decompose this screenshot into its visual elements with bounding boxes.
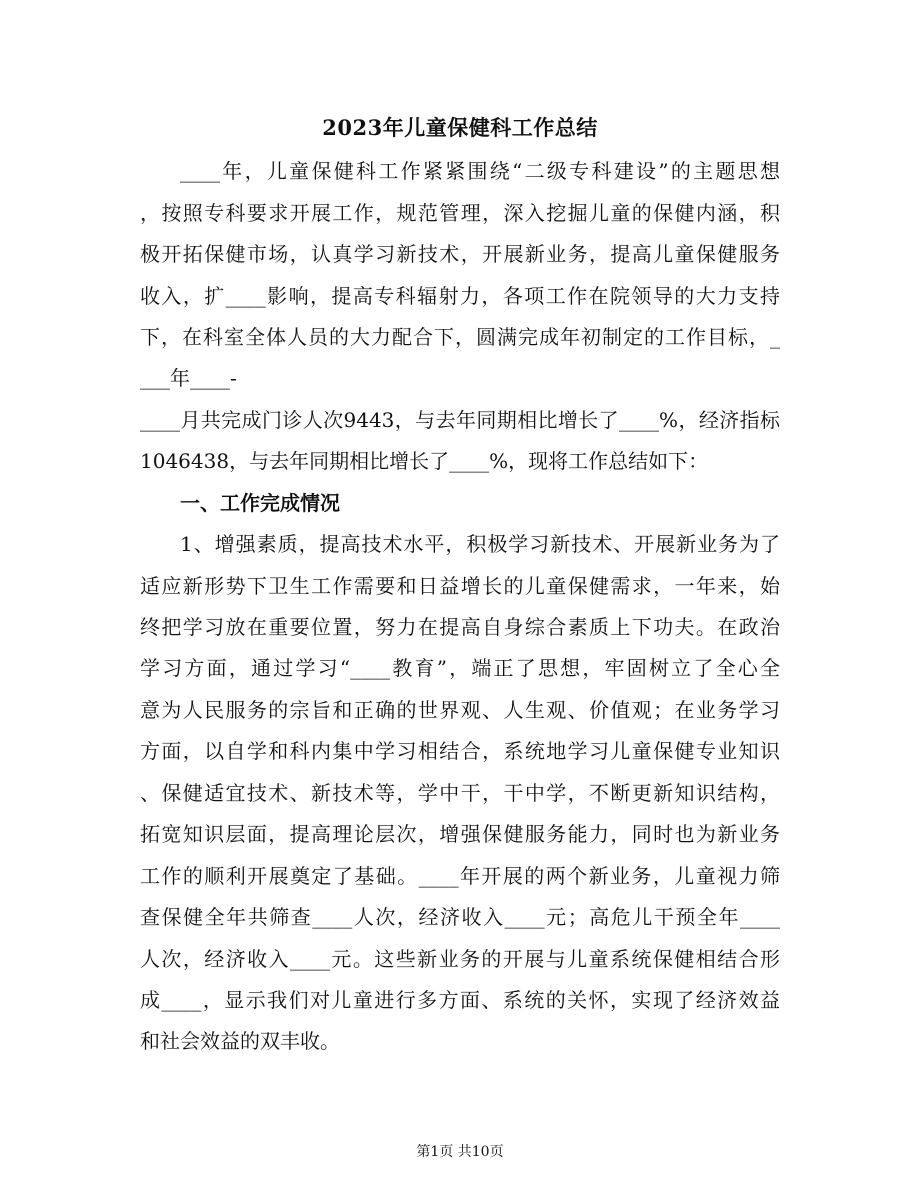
section1-line: 和社会效益的双丰收。 [140, 1029, 340, 1053]
intro-line: ___年____- [140, 366, 237, 390]
section1-line: 拓宽知识层面，提高理论层次，增强保健服务能力，同时也为新业务 [140, 822, 780, 846]
intro-line: ，按照专科要求开展工作，规范管理，深入挖掘儿童的保健内涵，积 [140, 201, 780, 225]
section-heading: 一、工作完成情况 [180, 491, 340, 515]
section1-line: 、保健适宜技术、新技术等，学中干，干中学，不断更新知识结构， [140, 781, 780, 805]
section1-line: 工作的顺利开展奠定了基础。____年开展的两个新业务，儿童视力筛 [140, 864, 780, 888]
section1-line: 适应新形势下卫生工作需要和日益增长的儿童保健需求，一年来，始 [140, 574, 780, 598]
section1-line: 成____，显示我们对儿童进行多方面、系统的关怀，实现了经济效益 [140, 988, 780, 1012]
section1-line: 人次，经济收入____元。这些新业务的开展与儿童系统保健相结合形 [140, 947, 780, 971]
intro-line: ____年，儿童保健科工作紧紧围绕“二级专科建设”的主题思想 [180, 159, 780, 183]
intro-line: 下，在科室全体人员的大力配合下，圆满完成年初制定的工作目标，_ [140, 325, 780, 349]
section1-line: 查保健全年共筛查____人次，经济收入____元；高危儿干预全年____ [140, 905, 780, 929]
page-number: 第1页 共10页 [416, 1144, 504, 1160]
intro-line: 极开拓保健市场，认真学习新技术，开展新业务，提高儿童保健服务 [140, 242, 780, 266]
intro-line: 1046438，与去年同期相比增长了____%，现将工作总结如下： [140, 449, 709, 473]
intro-line: ____月共完成门诊人次9443，与去年同期相比增长了____%，经济指标 [140, 408, 780, 432]
intro-line: 收入，扩____影响，提高专科辐射力，各项工作在院领导的大力支持 [140, 284, 780, 308]
section1-line: 学习方面，通过学习“____教育”，端正了思想，牢固树立了全心全 [140, 656, 780, 680]
section1-line: 终把学习放在重要位置，努力在提高自身综合素质上下功夫。在政治 [140, 615, 780, 639]
section1-line: 1、增强素质，提高技术水平，积极学习新技术、开展新业务为了 [180, 532, 780, 556]
document-title: 2023年儿童保健科工作总结 [322, 115, 598, 140]
section1-line: 意为人民服务的宗旨和正确的世界观、人生观、价值观；在业务学习 [140, 698, 780, 722]
section1-line: 方面，以自学和科内集中学习相结合，系统地学习儿童保健专业知识 [140, 739, 780, 763]
